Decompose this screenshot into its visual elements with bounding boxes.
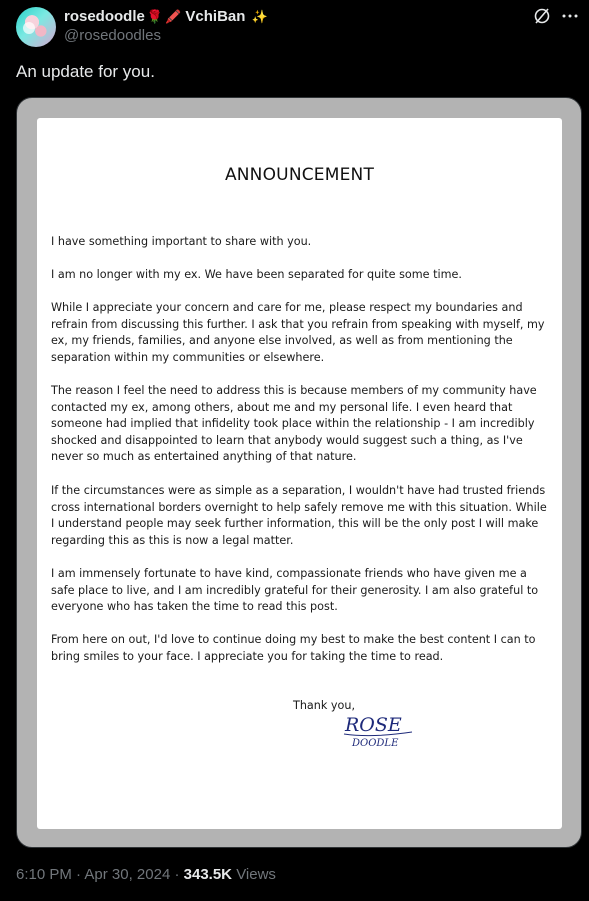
- tweet-date[interactable]: Apr 30, 2024: [84, 866, 171, 883]
- announcement-title: ANNOUNCEMENT: [224, 165, 375, 185]
- author-names: [64, 8, 268, 46]
- announcement-paragraph: The reason I feel the need to address this is because members of my community have contacted my ex, among others, about me and my personal life. I even heard that someone had implied that infidelity took place within the relationship - I am incredibly shocked and disappointed to learn that anybody would suggest such a thing, as I've never so much as entertained anything of that nature.: [51, 384, 537, 464]
- announcement-paper: [37, 118, 562, 829]
- author-org-name[interactable]: VchiBan: [185, 8, 246, 25]
- tweet-text: An update for you.: [16, 62, 155, 81]
- more-icon[interactable]: [561, 7, 579, 29]
- views-count: 343.5K: [183, 866, 233, 883]
- announcement-paragraph: While I appreciate your concern and care for me, please respect my boundaries and refrain from discussing this further. I ask that you refrain from speaking with myself, my ex, my friends, families, and anyone else involved, as well as from mentioning the separation within my communities or elsewhere.: [51, 301, 545, 364]
- signature-line-1: ROSE: [345, 714, 402, 736]
- top-actions: [533, 7, 579, 29]
- slash-circle-icon[interactable]: [533, 7, 551, 29]
- tweet-header: [16, 7, 579, 47]
- avatar[interactable]: [16, 7, 56, 47]
- rose-emoji: 🌹: [146, 9, 164, 24]
- views-label: Views: [236, 866, 276, 883]
- closing-text: Thank you,: [293, 699, 356, 712]
- signature-line-2: DOODLE: [352, 738, 399, 749]
- sparkle-emoji: ✨: [251, 9, 268, 24]
- signature: [342, 712, 422, 754]
- author-handle[interactable]: @rosedoodles: [64, 27, 161, 44]
- display-name[interactable]: [64, 8, 268, 26]
- announcement-paragraph: From here on out, I'd love to continue doing my best to make the best content I can to bring smiles to your face. I appreciate you for taking the time to read.: [51, 633, 536, 663]
- tweet-meta: 6:10 PM · Apr 30, 2024 · 343.5K Views: [16, 866, 276, 883]
- tweet-time[interactable]: 6:10 PM: [16, 866, 72, 883]
- announcement-paragraph: I am immensely fortunate to have kind, compassionate friends who have given me a safe place to live, and I am incredibly grateful for their generosity. I am also grateful to everyone who has taken the time to read this post.: [51, 567, 539, 614]
- announcement-paragraph: I am no longer with my ex. We have been separated for quite some time.: [51, 268, 462, 281]
- crayon-emoji: 🖍️: [165, 9, 182, 24]
- announcement-paragraph: I have something important to share with you.: [51, 235, 312, 248]
- author-display-name[interactable]: rosedoodle: [64, 8, 145, 25]
- announcement-paragraph: If the circumstances were as simple as a separation, I wouldn't have had trusted friends cross international borders overnight to help safely remove me with this situation. While I understand people may seek further information, this will be the only post I will make regarding this as this is now a legal matter.: [51, 484, 547, 547]
